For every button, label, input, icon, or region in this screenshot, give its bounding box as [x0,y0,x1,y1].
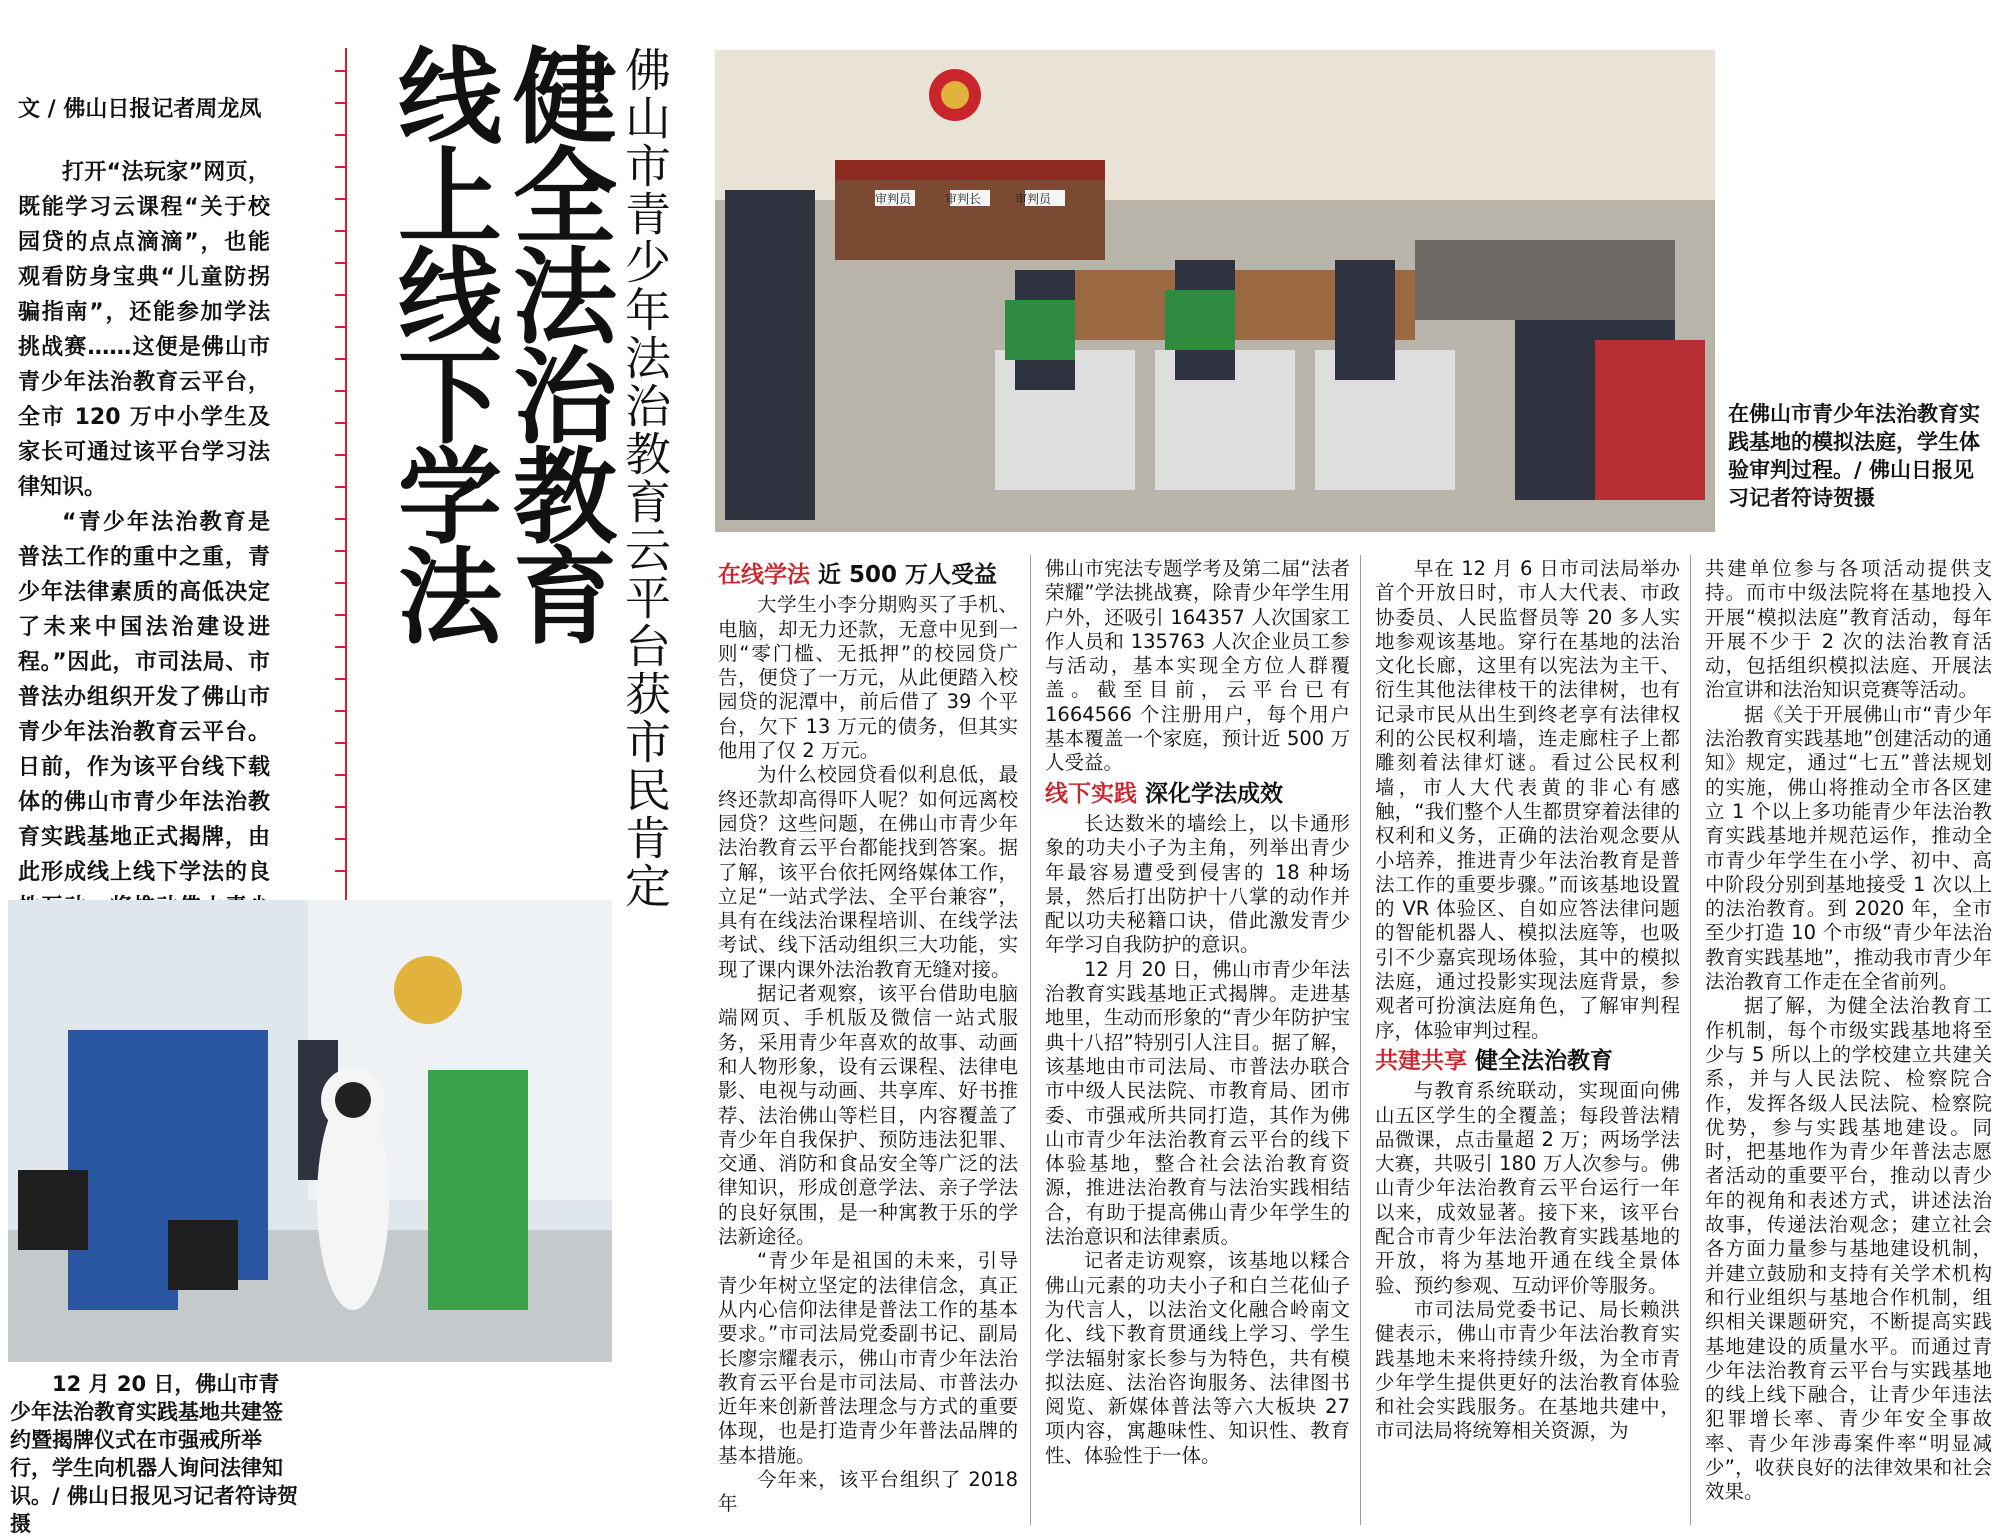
lead-paragraph: 打开“法玩家”网页，既能学习云课程“关于校园贷的点点滴滴”，也能观看防身宝典“儿童防拐骗指南”，还能参加学法挑战赛……这便是佛山市青少年法治教育云平台，全市 120 万中小学生及家长可通过该平台学习法律知识。 [18,160,270,500]
section-heading [1045,782,1350,806]
headline-line-1: 健全法治教育 [495,42,617,642]
paragraph: “青少年是祖国的未来，引导青少年树立坚定的法律信念，真正从内心信仰法律是普法工作的基本要求。”市司法局党委副书记、副局长廖宗耀表示，佛山市青少年法治教育云平台是市司法局、市普法办近年来创新普法理念与方式的重要体现，也是打造青少年普法品牌的基本措施。 [718,1249,1018,1467]
paragraph: 市司法局党委书记、局长赖洪健表示，佛山市青少年法治教育实践基地未来将持续升级，为全市青少年学生提供更好的法治教育体验和社会实践服务。在基地共建中，市司法局将统筹相关资源，为 [1375,1297,1680,1443]
robot-photo-caption: 12 月 20 日，佛山市青少年法治教育实践基地共建签约暨揭牌仪式在市强戒所举行，学生向机器人询问法律知识。/ 佛山日报见习记者符诗贺摄 [10,1372,298,1536]
paragraph: 记者走访观察，该基地以糅合佛山元素的功夫小子和白兰花仙子为代言人，以法治文化融合岭南文化、线下教育贯通线上学习、学生学法辐射家长参与为特色，共有模拟法庭、法治咨询服务、法律图书阅览、新媒体普法等六大板块 27 项内容，寓趣味性、知识性、教育性、体验性于一体。 [1045,1249,1350,1467]
section-title: 深化学法成效 [1145,780,1284,807]
courtroom-photo [715,50,1715,532]
article-column-2 [1045,557,1350,1468]
column-divider [1690,555,1691,1525]
paragraph: 与教育系统联动，实现面向佛山五区学生的全覆盖；每段普法精品微课，点击量超 2 万；两场学法大赛，共吸引 180 万人次参与。佛山青少年法治教育云平台运行一年以来，成效显著。接下来，该平台配合市青少年法治教育实践基地的开放，将为基地开通在线全景体验、预约参观、互动评价等服务。 [1375,1079,1680,1297]
section-title: 近 500 万人受益 [818,562,998,588]
court-sign-labels [875,190,1075,207]
paragraph: 大学生小李分期购买了手机、电脑，却无力还款，无意中见到一则“零门槛、无抵押”的校园贷广告，便贷了一万元，从此便踏入校园贷的泥潭中，前后借了 39 个平台，欠下 13 万元的债务，但其实他用了仅 2 万元。 [718,593,1018,763]
court-sign: 审判员 [1015,192,1052,206]
article-column-3 [1375,557,1680,1444]
section-keyword: 在线学法 [718,562,810,588]
court-sign: 审判员 [875,192,912,206]
paragraph: 长达数米的墙绘上，以卡通形象的功夫小子为主角，列举出青少年最容易遭受到侵害的 18 种场景，然后打出防护十八掌的动作并配以功夫秘籍口诀，借此激发青少年学习自我防护的意识。 [1045,811,1350,957]
section-heading [1375,1049,1680,1073]
paragraph: 共建单位参与各项活动提供支持。而市中级法院将在基地投入开展“模拟法庭”教育活动，每年开展不少于 2 次的法治教育活动，包括组织模拟法庭、开展法治宣讲和法治知识竞赛等活动。 [1705,557,1992,702]
lead-text [18,155,270,995]
column-divider [1030,555,1031,1525]
paragraph: 据《关于开展佛山市“青少年法治教育实践基地”创建活动的通知》规定，通过“七五”普法规划的实施，佛山将推动全市各区建立 1 个以上多功能青少年法治教育实践基地并规范运作，推动全市青少年学生在小学、初中、高中阶段分别到基地接受 1 次以上的法治教育。到 2020 年，全市至少打造 10 个市级“青少年法治教育实践基地”，推动我市青少年法治教育工作走在全省前列。 [1705,702,1992,994]
section-keyword: 线下实践 [1045,780,1137,807]
section-keyword: 共建共享 [1375,1047,1467,1074]
byline: 文 / 佛山日报记者周龙凤 [18,97,262,122]
rule-ticks [335,70,347,890]
paragraph: 早在 12 月 6 日市司法局举办首个开放日时，市人大代表、市政协委员、人民监督员等 20 多人实地参观该基地。穿行在基地的法治文化长廊，这里有以宪法为主干、衍生其他法律枝干的法律树，也有记录市民从出生到终老享有法律权利的公民权利墙，连走廊柱子上都雕刻着法律灯谜。看过公民权利墙，市人大代表黄的非心有感触，“我们整个人生都贯穿着法律的权利和义务，正确的法治观念要从小培养，推进青少年法治教育是普法工作的重要步骤。”而该基地设置的 VR 体验区、自如应答法律问题的智能机器人、模拟法庭等，也吸引不少嘉宾现场体验，其中的模拟法庭，通过投影实现法庭背景，参观者可扮演法庭角色，了解审判程序，体验审判过程。 [1375,557,1680,1042]
paragraph: 今年来，该平台组织了 2018 年 [718,1467,1018,1516]
paragraph: 为什么校园贷看似利息低，最终还款却高得吓人呢？如何远离校园贷？这些问题，在佛山市青少年法治教育云平台都能找到答案。据了解，该平台依托网络媒体工作，立足“一站式学法、全平台兼容”，具有在线法治课程培训、在线学法考试、线下活动组织三大功能，实现了课内课外法治教育无缝对接。 [718,763,1018,981]
paragraph: 据记者观察，该平台借助电脑端网页、手机版及微信一站式服务，采用青少年喜欢的故事、动画和人物形象，设有云课程、法律电影、电视与动画、共享库、好书推荐、法治佛山等栏目，内容覆盖了青少年自我保护、预防违法犯罪、交通、消防和食品安全等广泛的法律知识，形成创意学法、亲子学法的良好氛围，是一种寓教于乐的学法新途径。 [718,982,1018,1249]
article-column-4 [1705,557,1992,1505]
paragraph: 据了解，为健全法治教育工作机制，每个市级实践基地将至少与 5 所以上的学校建立共建关系，并与人民法院、检察院合作，发挥各级人民法院、检察院优势，参与实践基地建设。同时，把基地作为青少年普法志愿者活动的重要平台，推动以青少年的视角和表述方式，讲述法治故事，传递法治观念；建立社会各方面力量参与基地建设机制，并建立鼓励和支持有关学术机构和行业组织与基地合作机制，组织相关课题研究，不断提高实践基地建设的质量水平。而通过青少年法治教育云平台与实践基地的线上线下融合，让青少年违法犯罪增长率、青少年安全事故率、青少年涉毒案件率“明显减少”，收获良好的法律效果和社会效果。 [1705,994,1992,1504]
headline-line-2: 线上线下学法 [380,42,502,642]
section-title: 健全法治教育 [1475,1047,1614,1074]
paragraph: 12 月 20 日，佛山市青少年法治教育实践基地正式揭牌。走进基地里，生动而形象的“青少年防护宝典十八招”特别引人注目。据了解，该基地由市司法局、市普法办联合市中级人民法院、市教育局、团市委、市强戒所共同打造，其作为佛山市青少年法治教育云平台的线下体验基地，整合社会法治教育资源，推进法治教育与法治实践相结合，有助于提高佛山青少年学生的法治意识和法律素质。 [1045,957,1350,1249]
courtroom-photo-caption: 在佛山市青少年法治教育实践基地的模拟法庭，学生体验审判过程。/ 佛山日报见习记者符诗贺摄 [1728,402,1980,510]
section-heading [718,563,1018,587]
robot-photo [8,900,612,1362]
article-column-1 [718,557,1018,1517]
column-divider [1360,555,1361,1525]
courtroom-photo-illustration [715,50,1715,532]
lead-paragraph: “青少年法治教育是普法工作的重中之重，青少年法律素质的高低决定了未来中国法治建设进程。”因此，市司法局、市普法办组织开发了佛山市青少年法治教育云平台。日前，作为该平台线下载体的佛山市青少年法治教育实践基地正式揭牌，由此形成线上线下学法的良 [18,510,270,885]
paragraph: 佛山市宪法专题学考及第二届“法者荣耀”学法挑战赛，除青少年学生用户外，还吸引 164357 人次国家工作人员和 135763 人次企业员工参与活动，基本实现全方位人群覆盖。截至目前，云平台已有 1664566 个注册用户，每个用户基本覆盖一个家庭，预计近 500 万人受益。 [1045,557,1350,775]
court-sign: 审判长 [945,192,982,206]
robot-photo-illustration [8,900,612,1362]
subheadline: 佛山市青少年法治教育云平台获市民肯定 [618,46,672,910]
